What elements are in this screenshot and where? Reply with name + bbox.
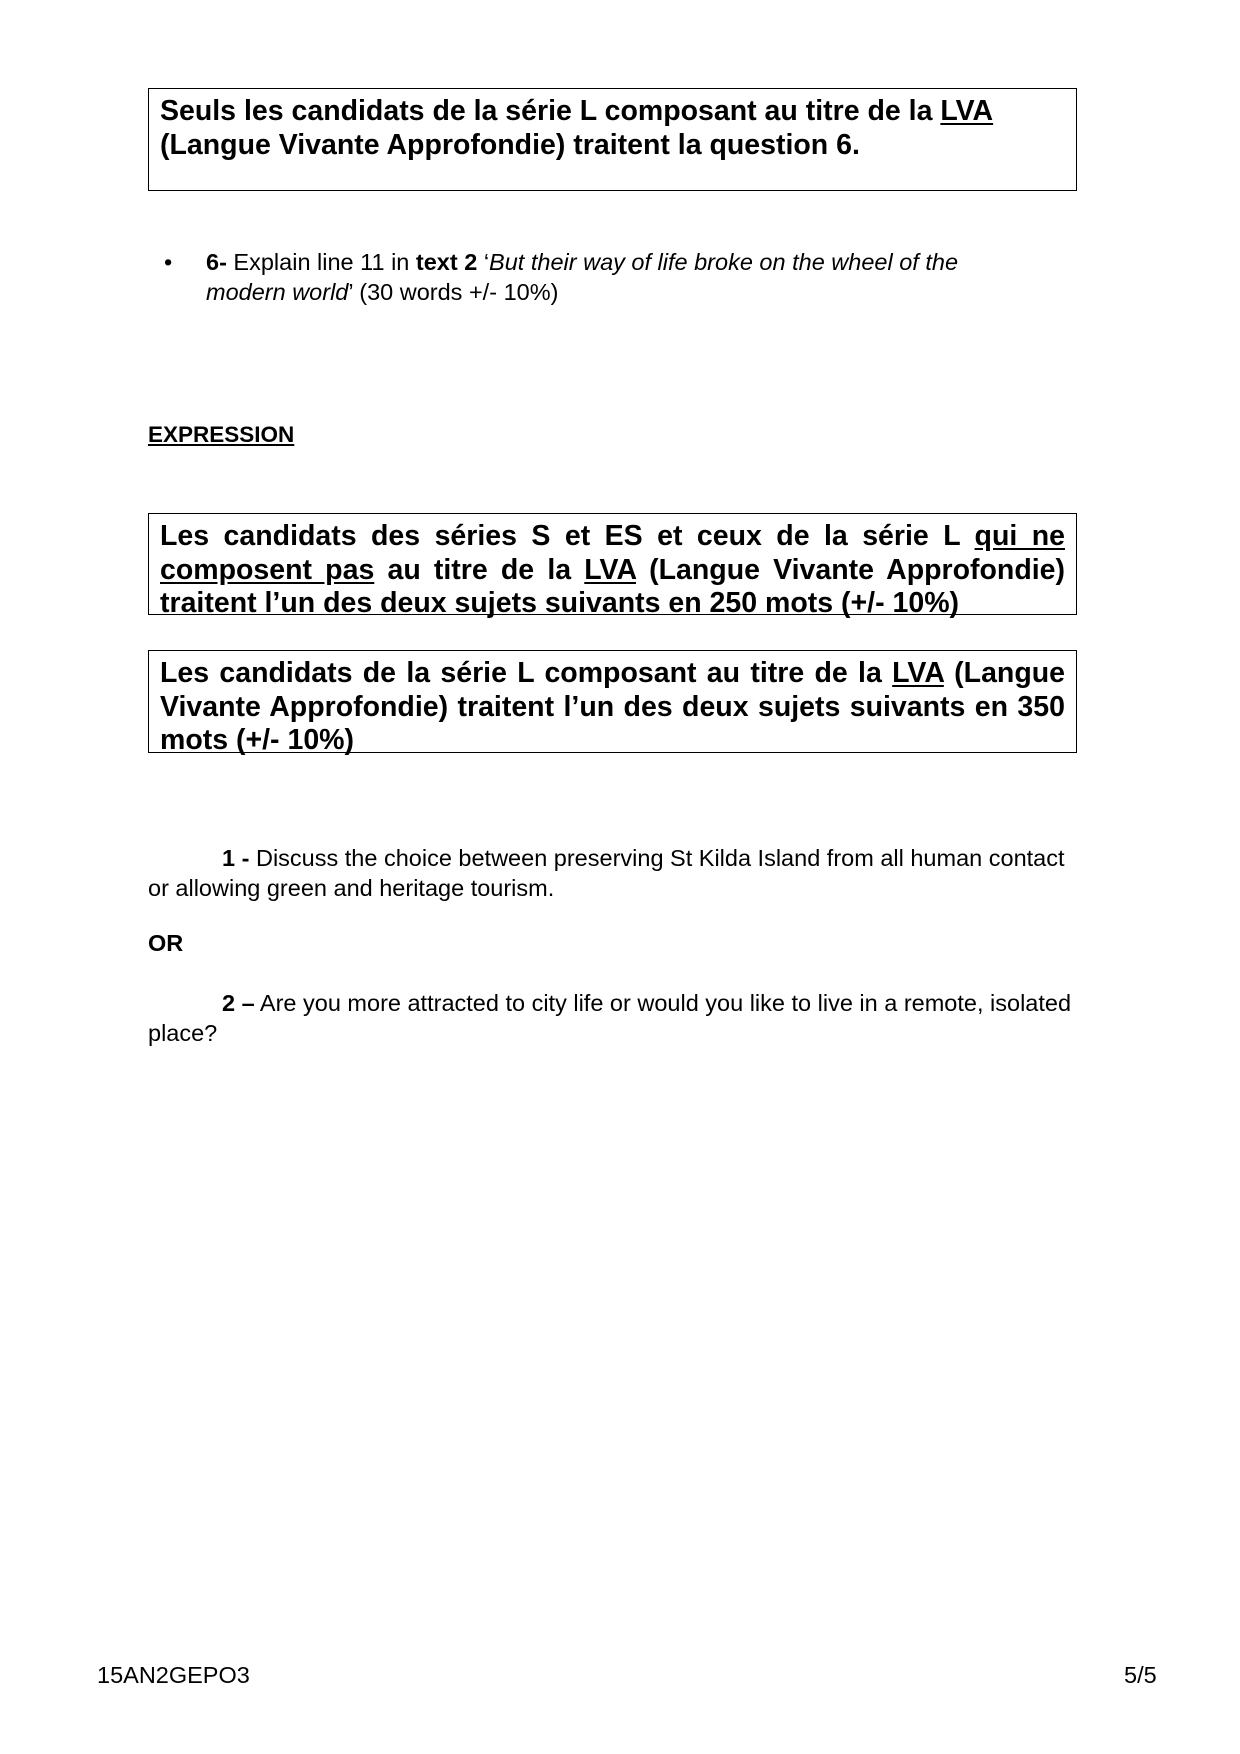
exam-code: 15AN2GEPO3	[97, 1662, 250, 1688]
page-number: 5/5	[1124, 1662, 1157, 1688]
lva-question-notice-box	[148, 88, 1077, 191]
lva-abbrev: LVA	[584, 553, 636, 586]
question-text: Explain line 11 in	[226, 249, 416, 275]
quoted-line: But their way of life broke on the wheel of the modern world	[206, 249, 959, 305]
subject-text: Discuss the choice between preserving St Kilda Island from all human contact or allowing green and heritage tourism.	[148, 845, 1065, 901]
box3-text: Les candidats de la série L composant au titre de la	[160, 657, 893, 689]
or-separator: OR	[148, 930, 184, 956]
lva-candidates-box	[148, 650, 1077, 756]
subject-2	[148, 989, 1088, 1048]
box2-text-3: (Langue Vivante Approfondie) traitent l’un des deux sujets suivants en 250 mots (+/- 10%)	[160, 553, 1065, 619]
subject-1	[148, 844, 1088, 903]
bullet-icon: •	[164, 249, 173, 275]
word-count: ’ (30 words +/- 10%)	[348, 278, 559, 305]
question-6-item	[164, 248, 1044, 307]
box2-text-2: au titre de la	[374, 553, 585, 586]
text-ref: text 2	[415, 249, 478, 275]
standard-candidates-box	[148, 513, 1077, 619]
question-number: 6-	[206, 249, 227, 275]
notice-text-cont: (Langue Vivante Approfondie) traitent la question 6.	[160, 128, 860, 161]
subject-number: 2 –	[222, 990, 255, 1016]
underlined-phrase: qui ne composent pas	[160, 520, 1065, 586]
box2-text: Les candidats des séries S et ES et ceux de la série L	[160, 520, 975, 552]
subject-text: Are you more attracted to city life or would you like to live in a remote, isolated place?	[148, 990, 1072, 1046]
subject-number: 1 -	[222, 845, 250, 871]
lva-abbrev: LVA	[940, 95, 994, 127]
box3-text-2: (Langue Vivante Approfondie) traitent l’un des deux sujets suivants en 350 mots (+/- 10%)	[160, 657, 1065, 756]
section-title-expression: EXPRESSION	[148, 422, 295, 447]
notice-text: Seuls les candidats de la série L composant au titre de la	[160, 95, 941, 127]
lva-abbrev: LVA	[892, 657, 944, 689]
open-quote: ‘	[477, 249, 490, 275]
